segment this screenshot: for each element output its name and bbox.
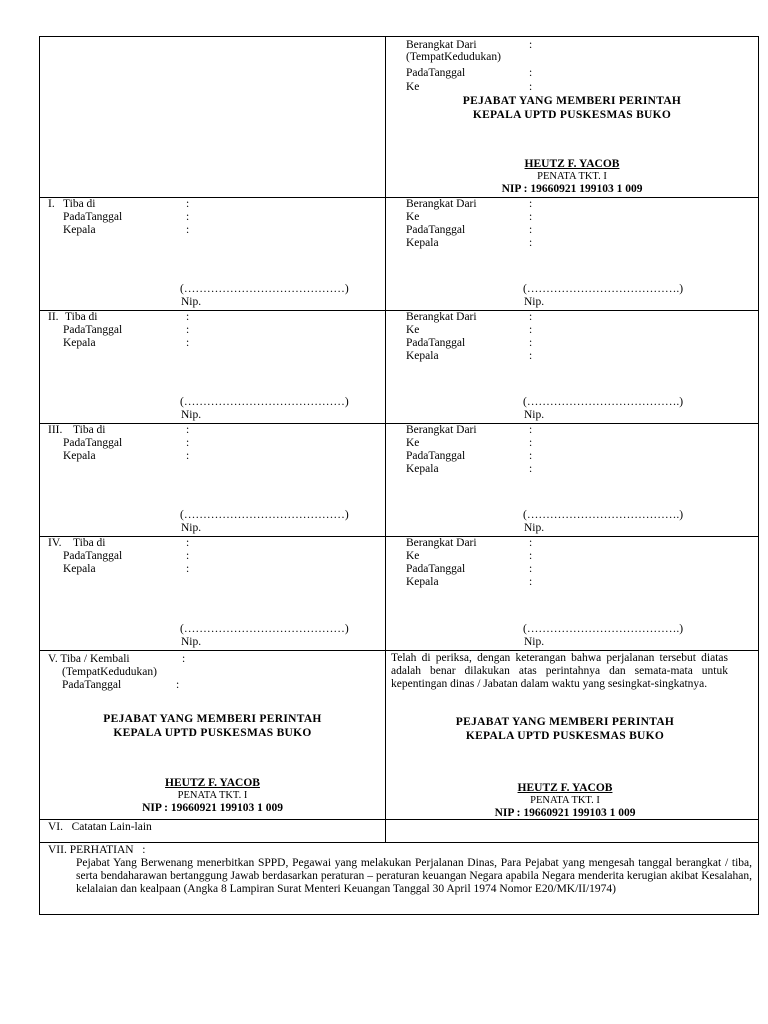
attention-text: Pejabat Yang Berwenang menerbitkan SPPD, Pegawai yang melakukan Perjalanan Dinas, Para Pejabat yang mengesah tanggal berangkat / tiba, serta bendaharawan bertanggung Jawab berdasarkan peraturan – peraturan keuangan Negara apabila Negara menderita kerugian akibat Kesalahan, kelalaian dan kealpaan (Angka 8 Lampiran Surat Menteri Keuangan Tanggal 30 April 1974 Nomor E20/MK/II/1974) [76, 857, 752, 895]
row-number: III. [48, 424, 63, 436]
row-5-left [40, 651, 385, 819]
official-nip: NIP : 19660921 199103 1 009 [501, 183, 643, 195]
pada-tanggal-label: PadaTanggal [63, 550, 123, 562]
attention-label: VII. PERHATIAN : [48, 844, 146, 856]
official-rank: PENATA TKT. I [177, 790, 248, 801]
verification-statement: Telah di periksa, dengan keterangan bahwa perjalanan tersebut diatas adalah benar dilakukan atas perintahnya dan semata-mata untuk kepentingan dinas / Jabatan dalam waktu yang sesingkat-singkatnya. [391, 652, 728, 690]
kepala-label: Kepala [406, 350, 439, 362]
ke-label: Ke [406, 324, 420, 336]
colon: : [186, 324, 190, 336]
official-title-line2: KEPALA UPTD PUSKESMAS BUKO [465, 730, 665, 742]
berangkat-dari-label: Berangkat Dari [406, 311, 477, 323]
official-nip: NIP : 19660921 199103 1 009 [494, 807, 636, 819]
pada-tanggal-label: PadaTanggal [62, 679, 122, 691]
colon: : [529, 450, 533, 462]
official-title-line2: KEPALA UPTD PUSKESMAS BUKO [472, 109, 672, 121]
ke-label: Ke [406, 437, 420, 449]
signature-line: (……………………………………) [180, 509, 349, 521]
colon: : [529, 337, 533, 349]
signature-line: (………………………………….) [523, 396, 684, 408]
travel-document-form [39, 36, 759, 915]
nip-label: Nip. [181, 296, 202, 308]
nip-label: Nip. [524, 409, 545, 421]
signature-line: (………………………………….) [523, 623, 684, 635]
pada-tanggal-label: PadaTanggal [406, 563, 466, 575]
kepala-label: Kepala [406, 463, 439, 475]
colon: : [186, 550, 190, 562]
colon: : [529, 81, 533, 93]
notes-label: VI. Catatan Lain-lain [48, 821, 152, 833]
row-1-left [40, 198, 385, 310]
tiba-di-label: Tiba di [73, 537, 106, 549]
kepala-label: Kepala [63, 337, 96, 349]
colon: : [186, 450, 190, 462]
kepala-label: Kepala [63, 450, 96, 462]
colon: : [529, 576, 533, 588]
official-rank: PENATA TKT. I [530, 795, 600, 806]
colon: : [186, 337, 190, 349]
ke-label: Ke [406, 550, 420, 562]
official-title-line1: PEJABAT YANG MEMBERI PERINTAH [462, 95, 682, 107]
nip-label: Nip. [524, 296, 545, 308]
colon: : [529, 224, 533, 236]
colon: : [529, 537, 533, 549]
official-name: HEUTZ F. YACOB [517, 782, 613, 794]
kepala-label: Kepala [63, 224, 96, 236]
colon: : [529, 67, 533, 79]
colon: : [529, 463, 533, 475]
tiba-di-label: Tiba di [63, 198, 96, 210]
colon: : [186, 311, 190, 323]
colon: : [182, 653, 186, 665]
nip-label: Nip. [524, 636, 545, 648]
colon: : [186, 224, 190, 236]
colon: : [529, 437, 533, 449]
kepala-label: Kepala [406, 576, 439, 588]
row-2-left [40, 311, 385, 423]
berangkat-dari-label: Berangkat Dari [406, 424, 477, 436]
colon: : [186, 198, 190, 210]
pada-tanggal-label: PadaTanggal [406, 67, 466, 79]
kepala-label: Kepala [406, 237, 439, 249]
signature-line: (……………………………………) [180, 623, 349, 635]
colon: : [186, 537, 190, 549]
colon: : [529, 39, 533, 51]
colon: : [529, 324, 533, 336]
tiba-di-label: Tiba di [73, 424, 106, 436]
row-6-notes [40, 820, 385, 842]
official-name: HEUTZ F. YACOB [524, 158, 620, 170]
colon: : [529, 311, 533, 323]
berangkat-dari-label: Berangkat Dari [406, 537, 477, 549]
row-1-right [386, 198, 758, 310]
ke-label: Ke [406, 81, 420, 93]
ke-label: Ke [406, 211, 420, 223]
official-nip: NIP : 19660921 199103 1 009 [142, 802, 283, 814]
colon: : [176, 679, 180, 691]
row-number: II. [48, 311, 59, 323]
tiba-di-label: Tiba di [65, 311, 98, 323]
nip-label: Nip. [181, 636, 202, 648]
pada-tanggal-label: PadaTanggal [63, 324, 123, 336]
signature-line: (……………………………………) [180, 396, 349, 408]
official-title-line1: PEJABAT YANG MEMBERI PERINTAH [103, 713, 322, 725]
row-3-left [40, 424, 385, 536]
tempat-kedudukan-label: (TempatKedudukan) [406, 51, 501, 63]
row-5-right [386, 651, 758, 819]
row-number: IV. [48, 537, 62, 549]
pada-tanggal-label: PadaTanggal [63, 211, 123, 223]
pada-tanggal-label: PadaTanggal [406, 337, 466, 349]
row-7-attention [40, 843, 758, 915]
colon: : [529, 550, 533, 562]
colon: : [529, 424, 533, 436]
signature-line: (………………………………….) [523, 283, 684, 295]
berangkat-dari-label: Berangkat Dari [406, 198, 477, 210]
row-3-right [386, 424, 758, 536]
official-name: HEUTZ F. YACOB [165, 777, 260, 789]
tiba-kembali-label: V. Tiba / Kembali [48, 653, 130, 665]
tempat-kedudukan-label: (TempatKedudukan) [62, 666, 157, 678]
pada-tanggal-label: PadaTanggal [63, 437, 123, 449]
official-title-line2: KEPALA UPTD PUSKESMAS BUKO [113, 727, 312, 739]
colon: : [186, 563, 190, 575]
colon: : [529, 211, 533, 223]
colon: : [529, 237, 533, 249]
nip-label: Nip. [181, 409, 202, 421]
colon: : [186, 211, 190, 223]
row-2-right [386, 311, 758, 423]
berangkat-dari-label: Berangkat Dari [406, 39, 477, 51]
top-right-cell [386, 37, 758, 197]
signature-line: (………………………………….) [523, 509, 684, 521]
colon: : [529, 198, 533, 210]
row-4-left [40, 537, 385, 650]
kepala-label: Kepala [63, 563, 96, 575]
colon: : [186, 424, 190, 436]
nip-label: Nip. [524, 522, 545, 534]
official-title-line1: PEJABAT YANG MEMBERI PERINTAH [455, 716, 675, 728]
row-number: I. [48, 198, 55, 210]
colon: : [529, 563, 533, 575]
signature-line: (……………………………………) [180, 283, 349, 295]
pada-tanggal-label: PadaTanggal [406, 224, 466, 236]
row-4-right [386, 537, 758, 650]
official-rank: PENATA TKT. I [537, 171, 607, 182]
colon: : [186, 437, 190, 449]
nip-label: Nip. [181, 522, 202, 534]
colon: : [529, 350, 533, 362]
pada-tanggal-label: PadaTanggal [406, 450, 466, 462]
